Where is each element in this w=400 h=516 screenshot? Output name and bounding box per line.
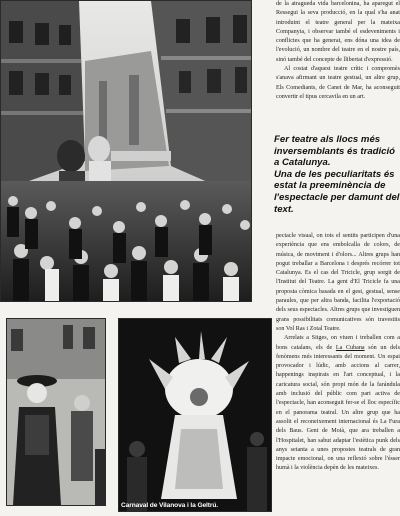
- article-text: Arrelats a Sitges, on viuen i treballen com a bons catalans, els de: [276, 335, 400, 351]
- article-column-top: [276, 0, 400, 128]
- pull-quote: [274, 134, 400, 226]
- pull-quote-line: Una de les peculiaritats és estat la preeminència de l'espectacle per damunt del text.: [274, 168, 400, 215]
- article-text: són un dels fenòmens més interessants del moment. Un espai provocador i lúdic, amb accions al carrer, happenings inspirats en l'art conceptual, i la caricatura social, són propi món de la farándula amb inclusió del públic com part activa de l'espectacle, han aconseguit fer-se el lloc específic en el panorama teatral. Un altre grup que ha assolit el reconeixement internacional és La Fura dels Baus. Gent de Moià, que ara treballen a l'Hospitalet, han sabut adaptar l'estètica punk dels anys setanta a unes propostes teatrals de gran impacte emocional, on una reflexió sobre l'ésser humà i la violència depèn de les mateixes.: [276, 344, 400, 472]
- pull-quote-line: Fer teatre als llocs més inversemblants és tradició a Catalunya.: [274, 134, 396, 169]
- photo-caption: Carnaval de Vilanova i la Geltrú.: [121, 502, 218, 509]
- article-paragraph: de la atragueda vida barcelonina, ha aparegut el Ressegui la seva producció, en la qual s'ha anat introduint el teatre general per la mateixa Companyia, i observar també el esdeveniments i conflictes que ha generat, ens dóna una idea de l'evolució, un nombre del teatre en el nostre país, sinó també del concepte de llibertat d'expressió.: [276, 1, 400, 63]
- article-paragraph: [276, 334, 400, 473]
- group-name-la-cubana: La Cubana: [335, 344, 365, 351]
- article-column-bottom: [276, 232, 400, 516]
- performer-photo: [6, 318, 106, 506]
- article-paragraph: Al costat d'aquest teatre crític i compromès s'anava afirmant un teatre gestual, un altre grup, Els Comediants, de Canet de Mar, ha aconseguit convertir el tipus cercavila en un art.: [276, 66, 400, 100]
- article-paragraph: pectacle visual, on tots el sentits participen d'una experiència que ens embolcalla de colors, de música, de moviment i d'olors... Altres grups han pogut treballar a Barcelona i després recórrer tot Catalunya. Es el cas del Tricicle, grup sorgit de l'Institut del Teatre. La gent d'El Tricicle fa una proposta còmica basada en el gest, gestual, sense paraules, que per altra banda, facilita l'exportació dels seus espectacles. Altres grups que investiguen grans possibilitats comunicatives són travestits son Vol Ras i Zotal Teatre.: [276, 233, 400, 332]
- street-festival-photo: [0, 0, 252, 302]
- carnival-photo: [118, 318, 272, 512]
